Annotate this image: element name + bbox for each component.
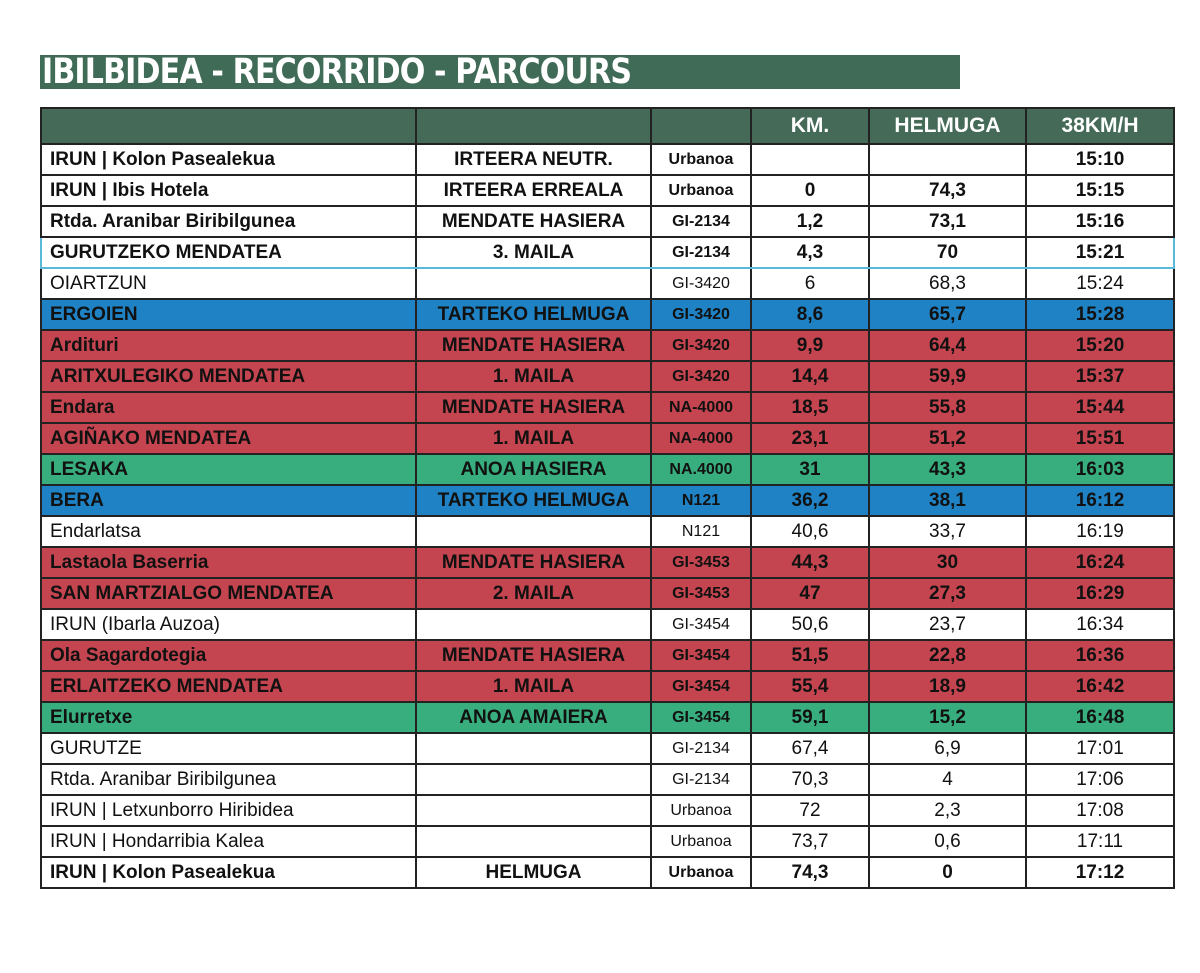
row-place: SAN MARTZIALGO MENDATEA (41, 578, 416, 609)
row-time: 16:48 (1026, 702, 1174, 733)
row-helmuga: 55,8 (869, 392, 1026, 423)
row-km: 51,5 (751, 640, 869, 671)
row-place: IRUN | Kolon Pasealekua (41, 144, 416, 175)
header-km: KM. (751, 108, 869, 144)
row-road: Urbanoa (651, 144, 751, 175)
row-place: GURUTZE (41, 733, 416, 764)
row-time: 17:06 (1026, 764, 1174, 795)
row-km: 59,1 (751, 702, 869, 733)
row-note: IRTEERA NEUTR. (416, 144, 651, 175)
row-helmuga: 27,3 (869, 578, 1026, 609)
row-note: 2. MAILA (416, 578, 651, 609)
row-road: GI-3454 (651, 640, 751, 671)
row-note: IRTEERA ERREALA (416, 175, 651, 206)
row-km: 47 (751, 578, 869, 609)
row-time: 15:28 (1026, 299, 1174, 330)
row-time: 16:19 (1026, 516, 1174, 547)
row-road: N121 (651, 485, 751, 516)
table-row (41, 764, 1174, 795)
row-km: 8,6 (751, 299, 869, 330)
table-row (41, 237, 1174, 268)
table-row (41, 795, 1174, 826)
row-note: MENDATE HASIERA (416, 547, 651, 578)
row-place: GURUTZEKO MENDATEA (41, 237, 416, 268)
row-time: 17:12 (1026, 857, 1174, 888)
row-km: 74,3 (751, 857, 869, 888)
row-road: GI-3420 (651, 330, 751, 361)
row-road: GI-3454 (651, 609, 751, 640)
row-road: GI-3454 (651, 702, 751, 733)
table-row (41, 144, 1174, 175)
row-helmuga: 38,1 (869, 485, 1026, 516)
row-place: Endara (41, 392, 416, 423)
row-helmuga: 33,7 (869, 516, 1026, 547)
row-road: GI-2134 (651, 206, 751, 237)
table-row (41, 485, 1174, 516)
row-place: Rtda. Aranibar Biribilgunea (41, 764, 416, 795)
table-row (41, 454, 1174, 485)
row-helmuga: 68,3 (869, 268, 1026, 299)
row-note: TARTEKO HELMUGA (416, 299, 651, 330)
header-road (651, 108, 751, 144)
table-row (41, 733, 1174, 764)
table-row (41, 516, 1174, 547)
row-time: 16:34 (1026, 609, 1174, 640)
row-time: 15:51 (1026, 423, 1174, 454)
table-row (41, 547, 1174, 578)
row-km: 18,5 (751, 392, 869, 423)
row-time: 16:12 (1026, 485, 1174, 516)
row-helmuga: 18,9 (869, 671, 1026, 702)
row-km: 9,9 (751, 330, 869, 361)
row-time: 15:15 (1026, 175, 1174, 206)
row-note: 3. MAILA (416, 237, 651, 268)
row-time: 16:29 (1026, 578, 1174, 609)
row-road: Urbanoa (651, 795, 751, 826)
row-time: 15:37 (1026, 361, 1174, 392)
row-place: IRUN | Hondarribia Kalea (41, 826, 416, 857)
row-note: ANOA HASIERA (416, 454, 651, 485)
row-km: 0 (751, 175, 869, 206)
row-road: GI-3453 (651, 547, 751, 578)
row-place: IRUN | Letxunborro Hiribidea (41, 795, 416, 826)
row-place: IRUN (Ibarla Auzoa) (41, 609, 416, 640)
table-row (41, 702, 1174, 733)
row-note (416, 609, 651, 640)
row-note: MENDATE HASIERA (416, 640, 651, 671)
row-helmuga: 15,2 (869, 702, 1026, 733)
row-place: ERLAITZEKO MENDATEA (41, 671, 416, 702)
row-place: IRUN | Kolon Pasealekua (41, 857, 416, 888)
row-helmuga: 4 (869, 764, 1026, 795)
row-note (416, 516, 651, 547)
row-note (416, 268, 651, 299)
row-helmuga: 23,7 (869, 609, 1026, 640)
table-row (41, 175, 1174, 206)
table-row (41, 392, 1174, 423)
table-row (41, 640, 1174, 671)
row-km (751, 144, 869, 175)
row-place: BERA (41, 485, 416, 516)
row-note: MENDATE HASIERA (416, 392, 651, 423)
row-km: 40,6 (751, 516, 869, 547)
row-place: Ola Sagardotegia (41, 640, 416, 671)
row-note: 1. MAILA (416, 671, 651, 702)
row-road: GI-3454 (651, 671, 751, 702)
row-road: NA-4000 (651, 392, 751, 423)
row-note (416, 733, 651, 764)
row-km: 73,7 (751, 826, 869, 857)
row-helmuga: 22,8 (869, 640, 1026, 671)
table-row (41, 299, 1174, 330)
row-note: ANOA AMAIERA (416, 702, 651, 733)
row-time: 15:44 (1026, 392, 1174, 423)
row-note (416, 826, 651, 857)
table-row (41, 361, 1174, 392)
row-note: 1. MAILA (416, 423, 651, 454)
row-note: 1. MAILA (416, 361, 651, 392)
row-km: 44,3 (751, 547, 869, 578)
row-place: OIARTZUN (41, 268, 416, 299)
row-note (416, 764, 651, 795)
row-time: 15:24 (1026, 268, 1174, 299)
row-road: Urbanoa (651, 826, 751, 857)
table-row (41, 330, 1174, 361)
table-row (41, 826, 1174, 857)
row-helmuga: 0 (869, 857, 1026, 888)
table-row (41, 857, 1174, 888)
row-helmuga (869, 144, 1026, 175)
route-table (40, 107, 1175, 889)
table-row (41, 206, 1174, 237)
row-place: ERGOIEN (41, 299, 416, 330)
table-row (41, 268, 1174, 299)
header-helmuga: HELMUGA (869, 108, 1026, 144)
row-time: 15:10 (1026, 144, 1174, 175)
row-helmuga: 73,1 (869, 206, 1026, 237)
row-time: 16:24 (1026, 547, 1174, 578)
row-helmuga: 64,4 (869, 330, 1026, 361)
table-row (41, 423, 1174, 454)
row-note: HELMUGA (416, 857, 651, 888)
row-time: 16:03 (1026, 454, 1174, 485)
row-road: GI-3453 (651, 578, 751, 609)
row-helmuga: 2,3 (869, 795, 1026, 826)
row-helmuga: 59,9 (869, 361, 1026, 392)
page-title-text: IBILBIDEA - RECORRIDO - PARCOURS (42, 55, 632, 89)
row-place: AGIÑAKO MENDATEA (41, 423, 416, 454)
row-place: Ardituri (41, 330, 416, 361)
row-time: 15:20 (1026, 330, 1174, 361)
row-road: NA-4000 (651, 423, 751, 454)
row-time: 17:01 (1026, 733, 1174, 764)
row-km: 72 (751, 795, 869, 826)
row-km: 36,2 (751, 485, 869, 516)
table-row (41, 671, 1174, 702)
row-time: 17:11 (1026, 826, 1174, 857)
row-km: 31 (751, 454, 869, 485)
row-note: MENDATE HASIERA (416, 206, 651, 237)
table-row (41, 609, 1174, 640)
row-time: 17:08 (1026, 795, 1174, 826)
row-place: Rtda. Aranibar Biribilgunea (41, 206, 416, 237)
header-place (41, 108, 416, 144)
row-km: 50,6 (751, 609, 869, 640)
row-helmuga: 74,3 (869, 175, 1026, 206)
row-road: GI-3420 (651, 299, 751, 330)
row-road: Urbanoa (651, 857, 751, 888)
row-note: TARTEKO HELMUGA (416, 485, 651, 516)
row-place: IRUN | Ibis Hotela (41, 175, 416, 206)
row-road: GI-2134 (651, 237, 751, 268)
row-road: GI-2134 (651, 733, 751, 764)
row-road: NA.4000 (651, 454, 751, 485)
row-time: 16:42 (1026, 671, 1174, 702)
row-km: 55,4 (751, 671, 869, 702)
row-time: 15:16 (1026, 206, 1174, 237)
row-helmuga: 43,3 (869, 454, 1026, 485)
route-table-body (41, 144, 1174, 888)
row-km: 4,3 (751, 237, 869, 268)
row-place: Elurretxe (41, 702, 416, 733)
row-place: Endarlatsa (41, 516, 416, 547)
table-header-row (41, 108, 1174, 144)
row-place: LESAKA (41, 454, 416, 485)
page-title (40, 55, 960, 89)
header-speed: 38KM/H (1026, 108, 1174, 144)
row-road: GI-3420 (651, 268, 751, 299)
row-km: 70,3 (751, 764, 869, 795)
row-helmuga: 6,9 (869, 733, 1026, 764)
row-helmuga: 30 (869, 547, 1026, 578)
row-time: 16:36 (1026, 640, 1174, 671)
row-time: 15:21 (1026, 237, 1174, 268)
row-helmuga: 70 (869, 237, 1026, 268)
row-note: MENDATE HASIERA (416, 330, 651, 361)
row-km: 67,4 (751, 733, 869, 764)
row-place: Lastaola Baserria (41, 547, 416, 578)
row-km: 14,4 (751, 361, 869, 392)
row-helmuga: 0,6 (869, 826, 1026, 857)
row-helmuga: 51,2 (869, 423, 1026, 454)
header-note (416, 108, 651, 144)
row-road: GI-3420 (651, 361, 751, 392)
row-helmuga: 65,7 (869, 299, 1026, 330)
table-row (41, 578, 1174, 609)
row-km: 1,2 (751, 206, 869, 237)
row-km: 23,1 (751, 423, 869, 454)
row-km: 6 (751, 268, 869, 299)
row-road: Urbanoa (651, 175, 751, 206)
row-note (416, 795, 651, 826)
row-road: GI-2134 (651, 764, 751, 795)
row-place: ARITXULEGIKO MENDATEA (41, 361, 416, 392)
row-road: N121 (651, 516, 751, 547)
